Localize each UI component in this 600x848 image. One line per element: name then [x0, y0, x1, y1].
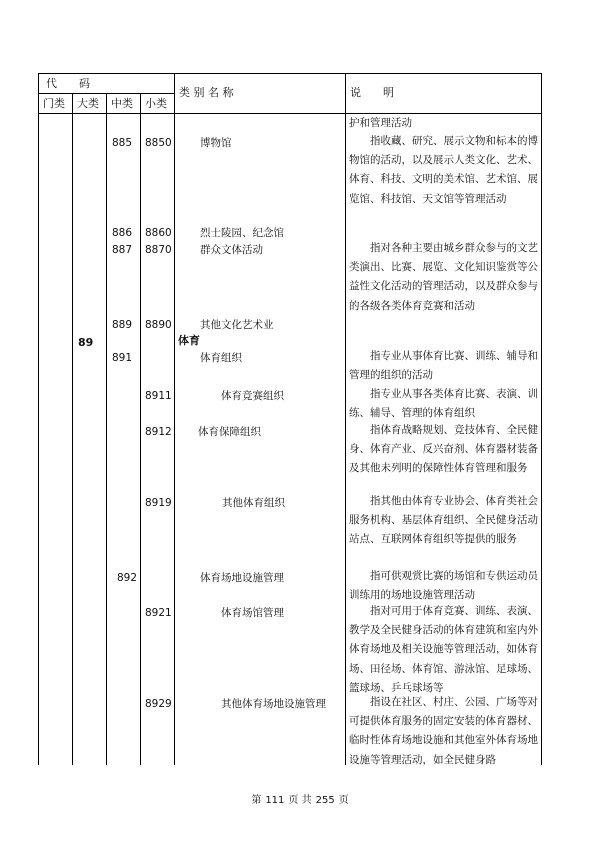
row-zhong-code: 892	[117, 572, 138, 584]
row-name: 体育竞赛组织	[221, 390, 284, 402]
row-name: 体育场地设施管理	[200, 572, 284, 584]
col-divider-men-da	[72, 93, 73, 765]
footer-mid: 页 共	[288, 795, 312, 806]
row-zhong-code: 889	[112, 319, 133, 331]
row-zhong-code: 887	[112, 244, 133, 256]
row-desc: 指对各种主要由城乡群众参与的文艺类演出、比赛、展览、文化知识鉴赏等公益性文化活动的管理活动，以及群众参与的各级各类体育竞赛和活动	[349, 242, 538, 312]
header-zhong: 中类	[111, 97, 133, 110]
row-desc: 指专业从事各类体育比赛、表演、训练、辅导、管理的体育组织	[349, 388, 538, 420]
row-zhong-code: 885	[112, 137, 133, 149]
row-name: 烈士陵园、纪念馆	[200, 227, 284, 239]
footer-suffix: 页	[338, 795, 349, 806]
row-desc: 指设在社区、村庄、公园、广场等对可提供体育服务的固定安装的体育器材、临时性体育场地设施和其他室外体育场地设施等管理活动，如全民健身路	[349, 696, 538, 766]
row-zhong-code: 886	[112, 227, 133, 239]
row-xiao-code: 8870	[145, 244, 172, 256]
header-xiao: 小类	[145, 97, 167, 110]
page-footer	[0, 791, 600, 806]
header-da: 大类	[77, 97, 99, 110]
row-name: 其他文化艺术业	[200, 319, 274, 331]
row-desc: 指体育战略规划、竞技体育、全民健身、体育产业、反兴奋剂、体育器材装备及其他未列明的保障性体育管理和服务	[349, 424, 538, 475]
row-name-category: 体育	[178, 334, 200, 347]
row-name: 其他体育组织	[222, 497, 285, 509]
col-divider-zhong-xiao	[140, 93, 141, 765]
row-xiao-code: 8929	[145, 698, 172, 710]
header-code: 代 码	[46, 77, 90, 90]
footer-prefix: 第	[251, 795, 262, 806]
row-xiao-code: 8860	[145, 227, 172, 239]
col-divider-da-zhong	[106, 93, 107, 765]
row-xiao-code: 8912	[145, 426, 172, 438]
table-right-border	[541, 73, 542, 765]
row-desc: 指对可用于体育竞赛、训练、表演、教学及全民健身活动的体育建筑和室内外体育场地及相关设施等管理活动，如体育场、田径场、体育馆、游泳馆、足球场、篮球场、乒乓球场等	[349, 605, 538, 694]
page-number: 111	[265, 795, 285, 806]
row-desc: 护和管理活动	[349, 117, 412, 129]
header-desc: 说 明	[350, 86, 394, 99]
total-pages: 255	[315, 795, 335, 806]
row-name: 体育保障组织	[198, 426, 261, 438]
row-desc: 指其他由体育专业协会、体育类社会服务机构、基层体育组织、全民健身活动站点、互联网体育组织等提供的服务	[349, 495, 538, 546]
row-zhong-code: 891	[112, 352, 133, 364]
row-xiao-code: 8911	[145, 390, 172, 402]
row-name: 体育组织	[200, 352, 242, 364]
row-da-code: 89	[78, 336, 94, 349]
col-divider-code-name	[174, 73, 175, 765]
table-top-border	[38, 73, 541, 74]
header-name: 类 别 名 称	[179, 86, 234, 99]
row-name: 其他体育场地设施管理	[221, 698, 326, 710]
row-desc: 指专业从事体育比赛、训练、辅导和管理的组织的活动	[349, 350, 538, 382]
header-men: 门类	[43, 97, 65, 110]
row-name: 体育场馆管理	[221, 607, 284, 619]
row-xiao-code: 8921	[145, 607, 172, 619]
row-xiao-code: 8850	[145, 137, 172, 149]
table-left-border	[38, 73, 39, 765]
row-xiao-code: 8890	[145, 319, 172, 331]
row-name: 群众文体活动	[200, 244, 263, 256]
row-name: 博物馆	[200, 137, 232, 149]
col-divider-name-desc	[345, 73, 346, 765]
row-desc: 指收藏、研究、展示文物和标本的博物馆的活动，以及展示人类文化、艺术、体育、科技、文明的美术馆、艺术馆、展览馆、科技馆、天文馆等管理活动	[349, 135, 538, 205]
row-xiao-code: 8919	[145, 497, 172, 509]
row-desc: 指可供观赏比赛的场馆和专供运动员训练用的场地设施管理活动	[349, 570, 538, 602]
